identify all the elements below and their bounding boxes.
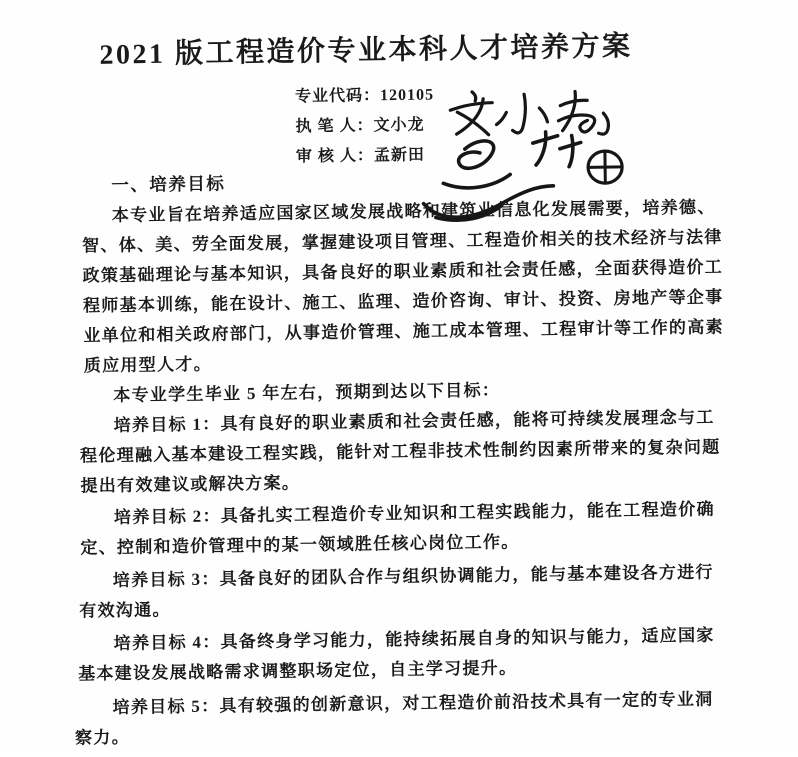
body-line: 有效沟通。 — [79, 600, 171, 621]
writer-label: 执 笔 人： — [295, 117, 374, 136]
body-line: 察力。 — [74, 727, 131, 748]
body-line: 定、控制和造价管理中的某一领域胜任核心岗位工作。 — [80, 532, 520, 558]
body-line: 质应用型人才。 — [83, 354, 213, 376]
major-code-label: 专业代码： — [294, 87, 381, 106]
body-line: 培养目标 2：具备扎实工程造价专业知识和工程实践能力，能在工程造价确 — [113, 499, 715, 527]
body-line: 程师基本训练，能在设计、施工、监理、造价咨询、审计、投资、房地产等企事 — [82, 287, 724, 316]
reviewer-label: 审 核 人： — [295, 147, 375, 166]
body-line: 智、体、美、劳全面发展，掌握建设项目管理、工程造价相关的技术经济与法律 — [82, 227, 723, 256]
writer-value: 文小龙 — [373, 116, 425, 135]
major-code-row — [295, 80, 434, 112]
reviewer-value: 孟新田 — [373, 146, 426, 165]
body-line: 培养目标 5：具有较强的创新意识，对工程造价前沿技术具有一定的专业洞 — [112, 689, 714, 718]
body-line: 基本建设发展战略需求调整职场定位，自主学习提升。 — [78, 658, 518, 684]
body-line: 培养目标 4：具备终身学习能力，能持续拓展自身的知识与能力，适应国家 — [113, 625, 715, 654]
body-line: 政策基础理论与基本知识，具备良好的职业素质和社会责任感，全面获得造价工 — [82, 257, 724, 286]
body-line: 本专业学生毕业 5 年左右，预期到达以下目标： — [113, 380, 501, 405]
document-title: 2021 版工程造价专业本科人才培养方案 — [99, 31, 633, 71]
body-line: 提出有效建议或解决方案。 — [80, 473, 301, 496]
section-heading: 一、培养目标 — [111, 173, 226, 195]
body-line: 业单位和相关政府部门，从事造价管理、施工成本管理、工程审计等工作的高素 — [83, 317, 724, 346]
major-code-value: 120105 — [379, 86, 435, 105]
body-line: 培养目标 1：具有良好的职业素质和社会责任感，能将可持续发展理念与工 — [113, 407, 715, 435]
body-line: 程伦理融入基本建设工程实践，能针对工程非技术性制约因素所带来的复杂问题 — [79, 437, 721, 466]
body-line: 本专业旨在培养适应国家区域发展战略和建筑业信息化发展需要，培养德、 — [111, 197, 716, 225]
body-line: 培养目标 3：具备良好的团队合作与组织协调能力，能与基本建设各方进行 — [112, 562, 714, 591]
